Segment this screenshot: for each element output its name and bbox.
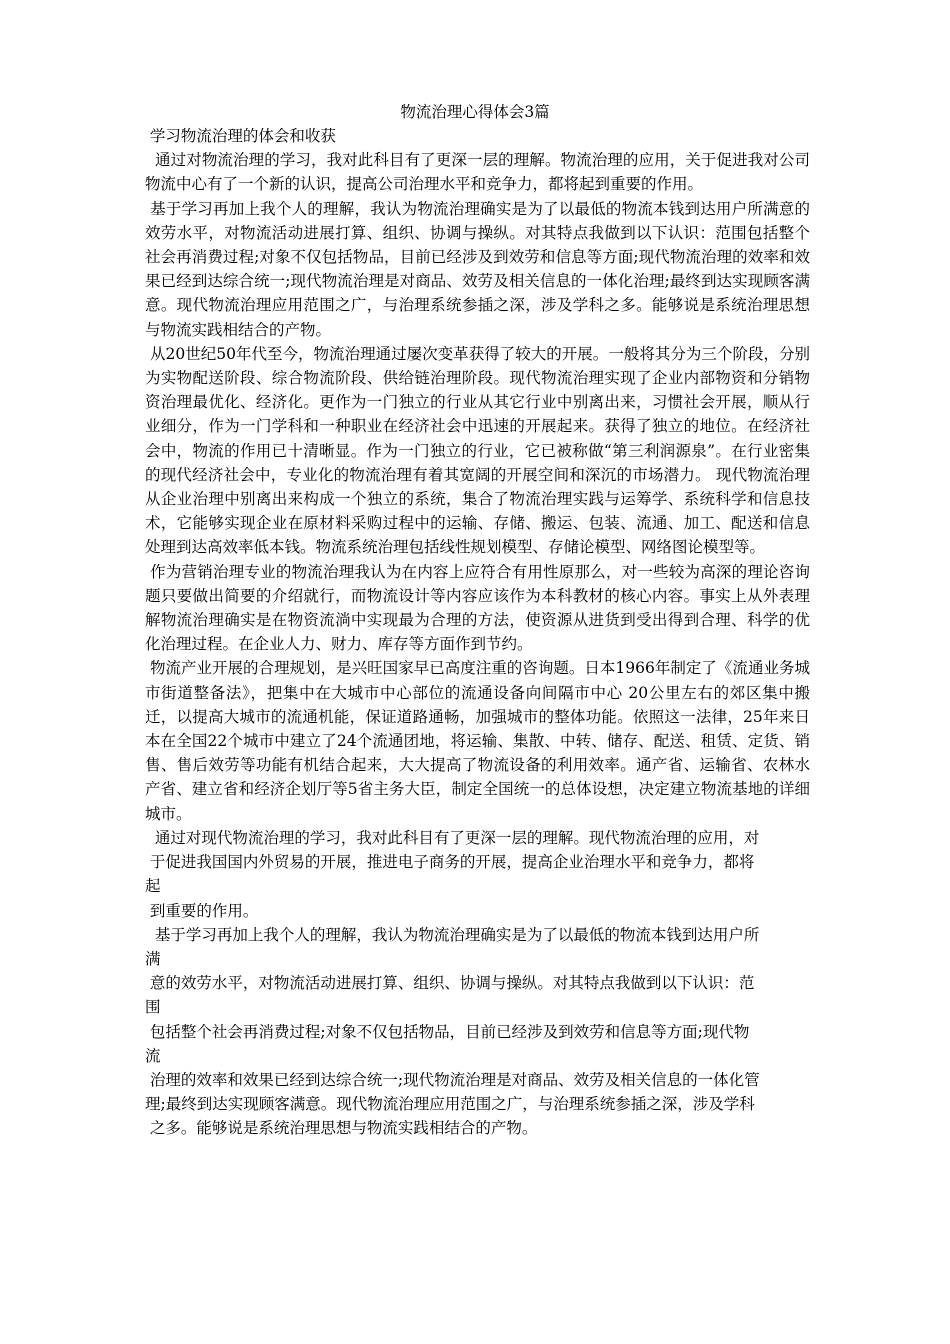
tail-line: 之多。能够说是系统治理思想与物流实践相结合的产物。 <box>145 1119 538 1138</box>
paragraph-5: 物流产业开展的合理规划，是兴旺国家早已高度注重的咨询题。日本1966年制定了《流通业务城市街道整备法》，把集中在大城市中心部位的流通设备向间隔市中心 20公里左右的郊区集中搬迁，以提高大城市的流通机能，保证道路通畅，加强城市的整体功能。依照这一法律，25年来日本在全国22个城市中建立了24个流通团地，将运输、集散、中转、储存、配送、租赁、定货、销售、售后效劳等功能有机结合起来，大大提高了物流设备的利用效率。通产省、运输省、农林水产省、建立省和经济企划厅等5省主务大臣，制定全国统一的总体设想，决定建立物流基地的详细城市。 <box>145 659 810 823</box>
tail-line: 流 <box>145 1046 161 1065</box>
paragraph-1: 通过对物流治理的学习，我对此科目有了更深一层的理解。物流治理的应用，关于促进我对公司物流中心有了一个新的认识，提高公司治理水平和竞争力，都将起到重要的作用。 <box>145 151 810 194</box>
document-title: 物流治理心得体会3篇 <box>400 103 550 121</box>
paragraph-2: 基于学习再加上我个人的理解，我认为物流治理确实是为了以最低的物流本钱到达用户所满意的效劳水平，对物流活动进展打算、组织、协调与操纵。对其特点我做到以下认识：范围包括整个社会再消费过程;对象不仅包括物品，目前已经涉及到效劳和信息等方面;现代物流治理的效率和效果已经到达综合统一;现代物流治理是对商品、效劳及相关信息的一体化治理;最终到达实现顾客满意。现代物流治理应用范围之广，与治理系统参插之深，涉及学科之多。能够说是系统治理思想与物流实践相结合的产物。 <box>145 199 810 339</box>
tail-line: 治理的效率和效果已经到达综合统一;现代物流治理是对商品、效劳及相关信息的一体化管 <box>145 1070 760 1089</box>
tail-line: 包括整个社会再消费过程;对象不仅包括物品，目前已经涉及到效劳和信息等方面;现代物 <box>145 1022 750 1041</box>
tail-line: 于促进我国国内外贸易的开展，推进电子商务的开展，提高企业治理水平和竞争力，都将 <box>145 853 755 872</box>
document-body <box>145 124 810 1141</box>
tail-line: 基于学习再加上我个人的理解，我认为物流治理确实是为了以最低的物流本钱到达用户所 <box>145 925 760 944</box>
tail-line: 通过对现代物流治理的学习，我对此科目有了更深一层的理解。现代物流治理的应用，对 <box>145 828 760 847</box>
tail-line: 起 <box>145 877 161 896</box>
tail-line: 围 <box>145 998 161 1017</box>
paragraph-3: 从20世纪50年代至今，物流治理通过屡次变革获得了较大的开展。一般将其分为三个阶段，分别为实物配送阶段、综合物流阶段、供给链治理阶段。现代物流治理实现了企业内部物资和分销物资治理最优化、经济化。更作为一门独立的行业从其它行业中别离出来，习惯社会开展，顺从行业细分，作为一门学科和一种职业在经济社会中迅速的开展起来。获得了独立的地位。在经济社会中，物流的作用已十清晰显。作为一门独立的行业，它已被称做“第三利润源泉”。在行业密集的现代经济社会中，专业化的物流治理有着其宽阔的开展空间和深沉的市场潜力。 现代物流治理从企业治理中别离出来构成一个独立的系统，集合了物流治理实践与运筹学、系统科学和信息技术，它能够实现企业在原材料采购过程中的运输、存储、搬运、包装、流通、加工、配送和信息处理到达高效率低本钱。物流系统治理包括线性规划模型、存储论模型、网络图论模型等。 <box>145 344 810 557</box>
paragraph-4: 作为营销治理专业的物流治理我认为在内容上应符合有用性原那么，对一些较为高深的理论咨询题只要做出简要的介绍就行，而物流设计等内容应该作为本科教材的核心内容。事实上从外表理解物流治理确实是在物资流淌中实现最为合理的方法，使资源从进货到受出得到合理、科学的优化治理过程。在企业人力、财力、库存等方面作到节约。 <box>145 562 810 654</box>
tail-line: 满 <box>145 949 161 968</box>
tail-line: 理;最终到达实现顾客满意。现代物流治理应用范围之广，与治理系统参插之深，涉及学科 <box>145 1095 755 1114</box>
tail-line: 意的效劳水平，对物流活动进展打算、组织、协调与操纵。对其特点我做到以下认识：范 <box>145 974 755 993</box>
section-heading: 学习物流治理的体会和收获 <box>145 127 336 145</box>
tail-line: 到重要的作用。 <box>145 901 259 920</box>
